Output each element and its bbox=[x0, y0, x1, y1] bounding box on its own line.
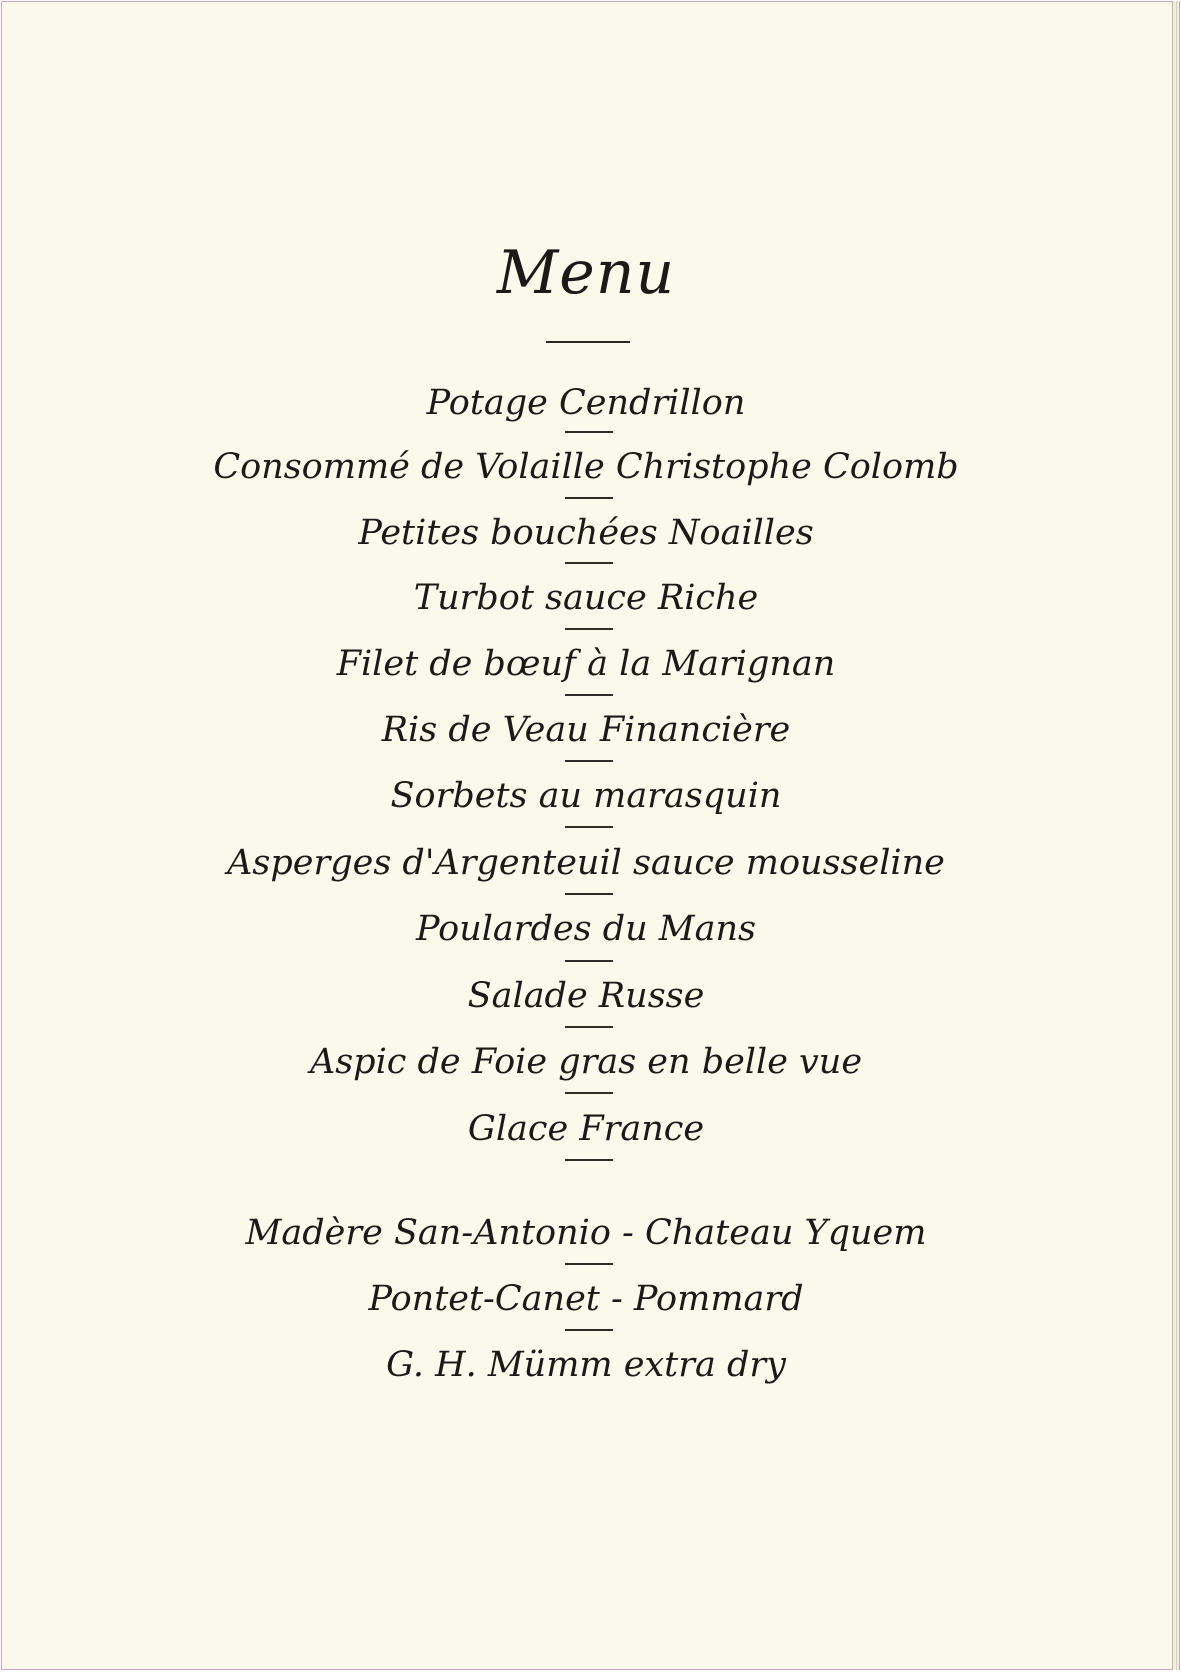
divider bbox=[565, 826, 613, 828]
wine-item: Madère San-Antonio - Chateau Yquem bbox=[245, 1213, 927, 1253]
dish-item: Glace France bbox=[467, 1109, 705, 1149]
dish-item: Sorbets au marasquin bbox=[390, 776, 782, 816]
dish-item: Turbot sauce Riche bbox=[413, 578, 759, 618]
dish-item: Aspic de Foie gras en belle vue bbox=[309, 1042, 863, 1082]
section-divider bbox=[565, 1159, 613, 1161]
dish-item: Poulardes du Mans bbox=[415, 909, 757, 949]
page-edge bbox=[1172, 1, 1180, 1670]
divider bbox=[565, 431, 613, 433]
dish-item: Ris de Veau Financière bbox=[381, 710, 791, 750]
divider bbox=[565, 497, 613, 499]
divider bbox=[565, 562, 613, 564]
divider bbox=[565, 628, 613, 630]
dish-item: Filet de bœuf à la Marignan bbox=[336, 644, 836, 684]
divider bbox=[565, 893, 613, 895]
divider bbox=[565, 1263, 613, 1265]
dish-item: Salade Russe bbox=[467, 976, 705, 1016]
divider bbox=[565, 960, 613, 962]
divider bbox=[565, 1092, 613, 1094]
title-divider bbox=[546, 341, 630, 343]
dish-item: Asperges d'Argenteuil sauce mousseline bbox=[227, 843, 945, 883]
wine-item: G. H. Mümm extra dry bbox=[386, 1345, 786, 1385]
divider bbox=[565, 760, 613, 762]
wine-item: Pontet-Canet - Pommard bbox=[368, 1279, 804, 1319]
dish-item: Potage Cendrillon bbox=[426, 383, 746, 423]
dish-item: Consommé de Volaille Christophe Colomb bbox=[213, 447, 959, 487]
menu-title: Menu bbox=[496, 238, 676, 308]
dish-item: Petites bouchées Noailles bbox=[358, 513, 814, 553]
divider bbox=[565, 1329, 613, 1331]
divider bbox=[565, 694, 613, 696]
divider bbox=[565, 1026, 613, 1028]
